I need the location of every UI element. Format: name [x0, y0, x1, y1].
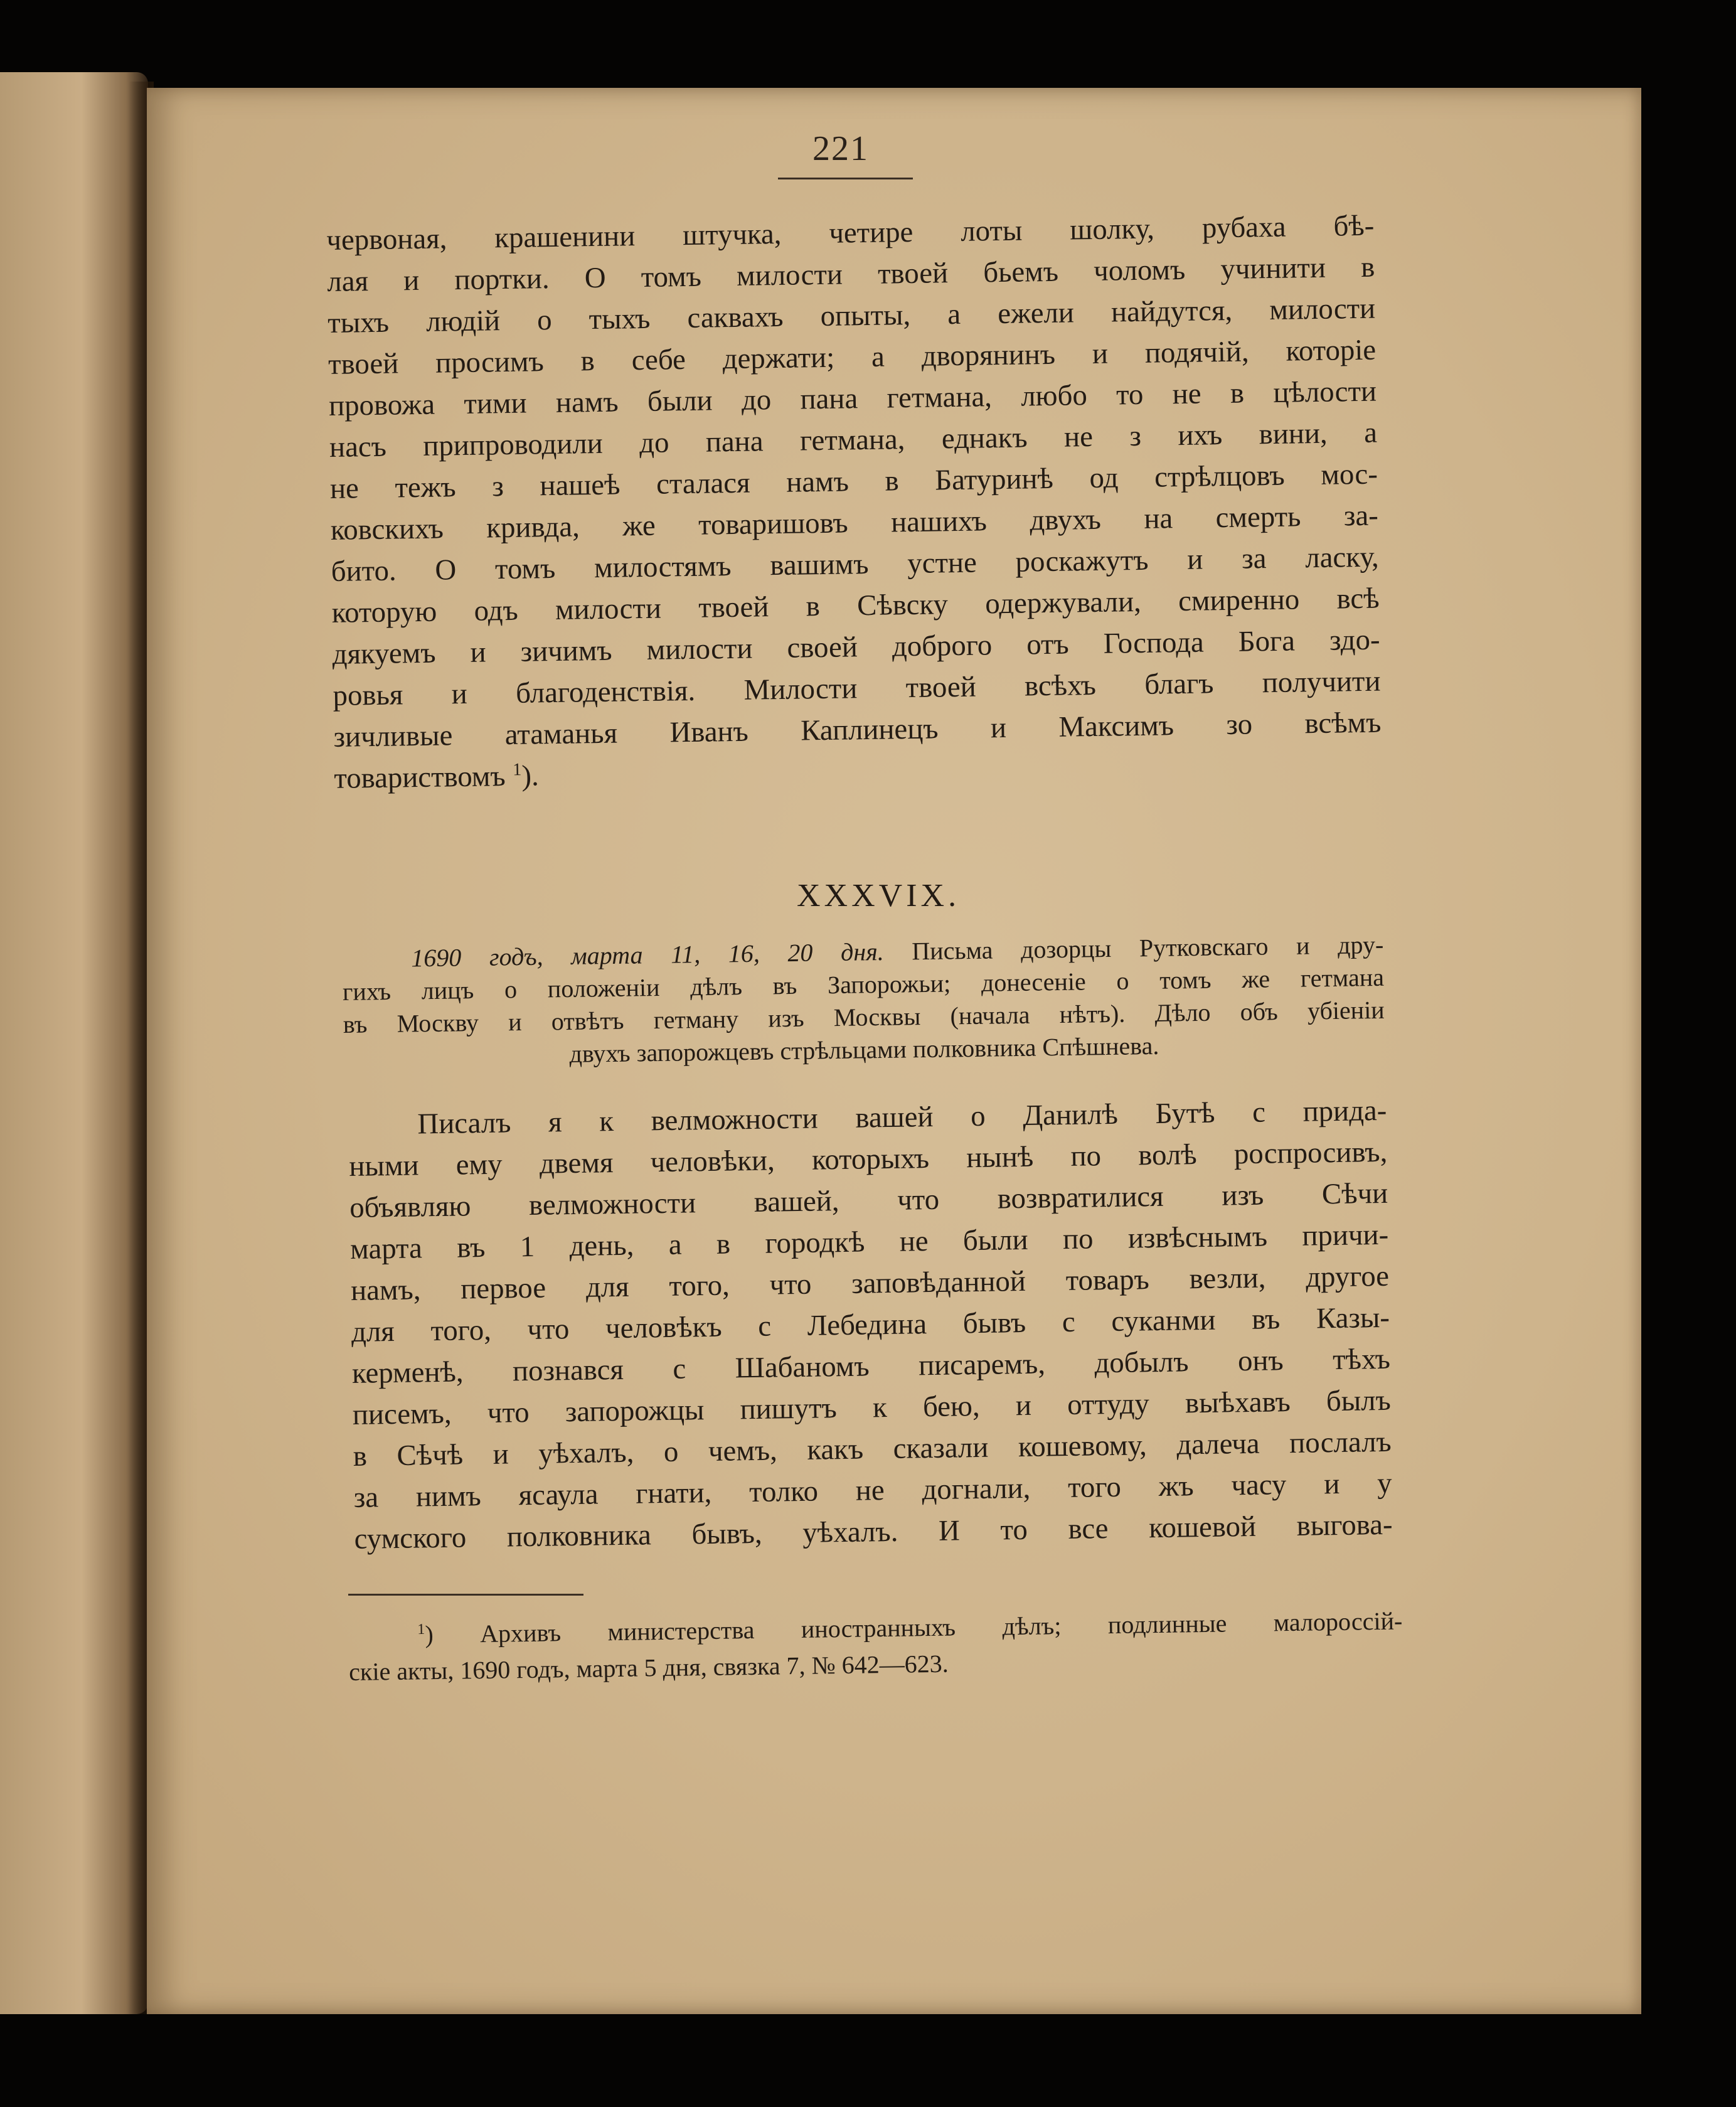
left-page-edge [0, 72, 148, 2014]
text-line: в Сѣчѣ и уѣхалъ, о чемъ, какъ сказали кошевому, далеча послалъ [353, 1425, 1392, 1473]
footnote-number: 1 [417, 1621, 425, 1638]
text-line: тыхъ людій о тыхъ саквахъ опыты, а ежели найдутся, милости [327, 292, 1376, 339]
document-body-text [348, 1090, 1393, 1560]
text-line: бито. О томъ милостямъ вашимъ устне роскажутъ и за ласку, [331, 540, 1380, 588]
text-line: твоей просимъ в себе держати; а дворянинъ и подячій, которіе [327, 333, 1377, 381]
section-number-heading: XXXVIX. [797, 878, 961, 914]
text-line: червоная, крашенини штучка, четире лоты шолку, рубаха бѣ- [326, 209, 1375, 257]
text-line: ковскихъ кривда, же товаришовъ нашихъ двухъ на смерть за- [330, 499, 1379, 547]
text-last-words: товариствомъ [334, 760, 506, 795]
summary-line: въ Москву и отвѣтъ гетману изъ Москвы (начала нѣтъ). Дѣло объ убіеніи [343, 995, 1385, 1038]
text-line: за нимъ ясаула гнати, толко не догнали, того жъ часу и у [353, 1466, 1392, 1514]
footnote-text: Архивъ министерства иностранныхъ дѣлъ; подлинные малороссій- [479, 1606, 1403, 1648]
text-line: провожа тими намъ были до пана гетмана, любо то не в цѣлости [328, 375, 1377, 422]
text-line: Писалъ я к велможности вашей о Данилѣ Бутѣ с прида- [417, 1094, 1387, 1141]
text-line: насъ припроводили до пана гетмана, еднакъ не з ихъ вини, а [329, 416, 1378, 464]
text-line: не тежъ з нашеѣ сталася намъ в Батуринѣ од стрѣлцовъ мос- [329, 457, 1378, 505]
text-line: объявляю велможности вашей, что возвратилися изъ Сѣчи [349, 1176, 1388, 1224]
text-line: керменѣ, познався с Шабаномъ писаремъ, добылъ онъ тѣхъ [351, 1342, 1391, 1390]
text-line: ными ему двемя человѣки, которыхъ нынѣ по волѣ роспросивъ, [349, 1135, 1388, 1183]
footnote-rule [348, 1594, 583, 1596]
footnote [348, 1603, 1403, 1690]
text-line: которую одъ милости твоей в Сѣвску одержували, смиренно всѣ [331, 582, 1380, 629]
text-line: намъ, первое для того, что заповѣданной товаръ везли, другое [350, 1259, 1390, 1307]
summary-date: 1690 годъ, марта 11, 16, 20 дня. [411, 937, 885, 973]
text-line: писемъ, что запорожцы пишутъ к бею, и оттуду выѣхавъ былъ [352, 1384, 1392, 1431]
footnote-line: $^1$) Архивъ министерства иностранныхъ дѣлъ; подлинные малороссій- [417, 1606, 1403, 1649]
page-number: 221 [812, 129, 869, 168]
text-line: для того, что человѣкъ с Лебедина бывъ с суканми въ Казы- [351, 1301, 1390, 1348]
text-last-punct: ). [521, 759, 540, 792]
text-line: марта въ 1 день, а в городкѣ не были по извѣснымъ причи- [349, 1218, 1389, 1266]
text-line: сумского полковника бывъ, уѣхалъ. И то все кошевой выгова- [354, 1508, 1393, 1555]
summary-line-center: двухъ запорожцевъ стрѣльцами полковника Спѣшнева. [569, 1031, 1159, 1068]
section-summary [342, 929, 1385, 1074]
footnote-marker: 1 [513, 760, 522, 780]
page-number-rule [778, 178, 913, 179]
summary-rest: Письма дозорцы Рутковскаго и дру- [912, 930, 1384, 966]
text-line: зичливые атаманья Иванъ Каплинецъ и Максимъ зо всѣмъ [333, 706, 1382, 754]
footnote-line: скіе акты, 1690 годъ, марта 5 дня, связка 7, № 642—623. [348, 1649, 949, 1686]
text-line: ровья и благоденствія. Милости твоей всѣхъ благъ получити [333, 664, 1381, 712]
continued-letter-text [326, 205, 1382, 799]
text-line: дякуемъ и зичимъ милости своей доброго отъ Господа Бога здо- [332, 623, 1380, 671]
text-line: лая и портки. О томъ милости твоей бьемъ чоломъ учинити в [327, 250, 1375, 298]
summary-line: гихъ лицъ о положеніи дѣлъ въ Запорожьи; донесеніе о томъ же гетмана [342, 963, 1385, 1006]
